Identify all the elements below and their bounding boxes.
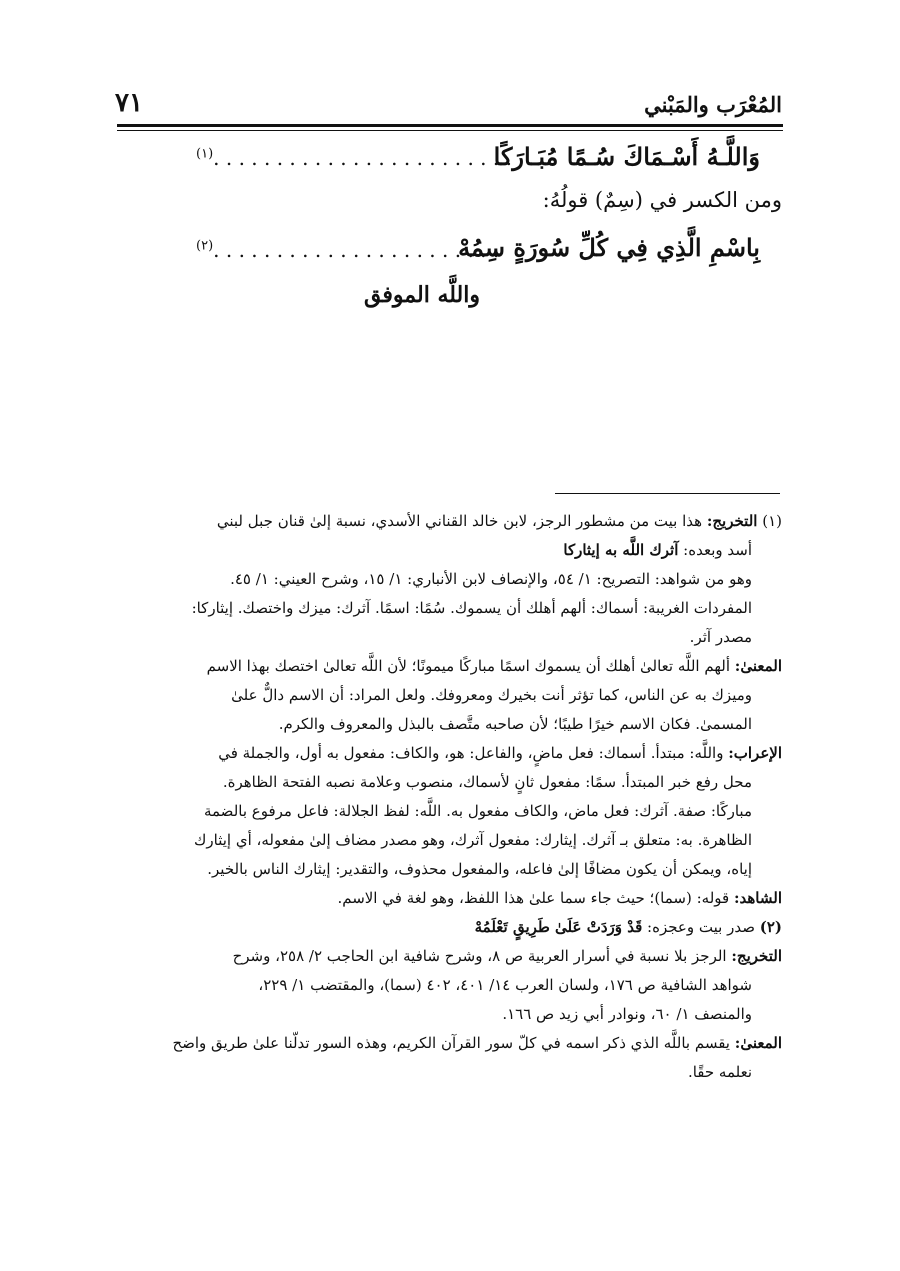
fn1-text-1: هذا بيت من مشطور الرجز، لابن خالد القناني الأسدي، نسبة إلىٰ قنان جبل لبني: [216, 512, 703, 530]
page-number: ٧١: [115, 88, 143, 118]
fn2-text-1: الرجز بلا نسبة في أسرار العربية ص ٨، وشرح شافية ابن الحاجب ٢/ ٢٥٨، وشرح: [232, 947, 727, 965]
fn1-line-4: المفردات الغريبة: أسماك: ألهم أهلك أن يسموك. سُمًا: اسمًا. آثرك: ميزك واختصك. إيثاركا:: [191, 599, 752, 617]
fn2-verse: قَدْ وَرَدَتْ عَلَىٰ طَرِيقٍ تَعْلَمُهْ: [474, 918, 643, 936]
irab-text-1: واللَّه: مبتدأ. أسماك: فعل ماضٍ، والفاعل: هو، والكاف: مفعول به أول، والجملة في: [218, 744, 724, 762]
fn2-line-1: [118, 942, 782, 971]
fn1-text-2b: آثرك اللَّه به إيثاركا: [563, 541, 679, 559]
fn1-label: التخريج:: [706, 512, 758, 530]
fn2-line-head: [118, 913, 782, 942]
fn2-line-2: شواهد الشافية ص ١٧٦، ولسان العرب ١٤/ ٤٠١، ٤٠٢ (سما)، والمقتضب ١/ ٢٢٩،: [258, 976, 752, 994]
fn2-head: صدر بيت وعجزه:: [647, 918, 755, 936]
fn1-text-2a: أسد وبعده:: [683, 541, 752, 559]
irab-line-3: مباركًا: صفة. آثرك: فعل ماض، والكاف مفعول به. اللَّه: لفظ الجلالة: فاعل مرفوع بالضمة: [203, 802, 752, 820]
meaning-line-3: المسمىٰ. فكان الاسم خيرًا طيبًا؛ لأن صاحبه متَّصف بالبذل والمعروف والكرم.: [278, 715, 752, 733]
verse-1-dotline: . . . . . . . . . . . . . . . . . . . . . . . .: [213, 146, 512, 170]
fn1-line-3: وهو من شواهد: التصريح: ١/ ٥٤، والإنصاف لابن الأنباري: ١/ ١٥، وشرح العيني: ١/ ٤٥.: [230, 570, 752, 588]
irab-line-4: الظاهرة. به: متعلق بـ آثرك. إيثارك: مفعول آثرك، وهو مصدر مضاف إلىٰ مفعوله، أي إيثارك: [194, 831, 752, 849]
irab-line-2: محل رفع خبر المبتدأ. سمًا: مفعول ثانٍ لأسماك، منصوب وعلامة نصبه الفتحة الظاهرة.: [222, 773, 752, 791]
irab-line-1: [118, 739, 782, 768]
footnotes: [118, 507, 782, 1087]
fn2-line-3: والمنصف ١/ ٦٠، ونوادر أبي زيد ص ١٦٦.: [502, 1005, 752, 1023]
verse-2-dots: [196, 238, 499, 262]
verse-1: وَاللَّـهُ أَسْـمَاكَ سُـمًا مُبَـارَكًا: [493, 142, 760, 171]
fn2-meaning-line-2: نعلمه حقًا.: [687, 1063, 752, 1081]
fn2-number: (٢): [759, 918, 782, 936]
meaning-label: المعنىٰ:: [734, 657, 782, 675]
footnote-separator: [555, 493, 780, 494]
closing-line: واللَّه الموفق: [364, 282, 480, 308]
running-header-title: المُعْرَب والمَبْني: [644, 92, 782, 117]
fn2-meaning-text-1: يقسم باللَّه الذي ذكر اسمه في كلّ سور القرآن الكريم، وهذه السور تدلّنا علىٰ طريق واضح: [172, 1034, 730, 1052]
shahid-line: [118, 884, 782, 913]
fn2-label: التخريج:: [731, 947, 782, 965]
fn2-meaning-label: المعنىٰ:: [734, 1034, 782, 1052]
header-rule-thin: [117, 130, 783, 131]
fn1-line-2: [118, 536, 782, 565]
intro-line: ومن الكسر في (سِمٌ) قولُهُ:: [542, 188, 782, 212]
fn1-line-1: [118, 507, 782, 536]
meaning-text-1: ألهم اللَّه تعالىٰ أهلك أن يسموك اسمًا مباركًا ميمونًا؛ لأن اللَّه تعالىٰ اختصك بهذا الاسم: [206, 657, 730, 675]
footnote-ref-2: (٢): [196, 238, 214, 254]
shahid-text: قوله: (سما)؛ حيث جاء سما علىٰ هذا اللفظ، وهو لغة في الاسم.: [337, 889, 730, 907]
footnote-ref-1: (١): [196, 146, 214, 162]
irab-line-5: إياه، ويمكن أن يكون مضافًا إلىٰ فاعله، والمفعول محذوف، والتقدير: إيثارك الناس بالخير.: [207, 860, 752, 878]
verse-2-dotline: . . . . . . . . . . . . . . . . . . . . . . .: [213, 238, 500, 262]
fn2-meaning-line-1: [118, 1029, 782, 1058]
fn1-line-5: مصدر آثر.: [689, 628, 752, 646]
header-rule-thick: [117, 124, 783, 127]
meaning-line-2: وميزك به عن الناس، كما تؤثر أنت بخيرك ومعروفك. ولعل المراد: أن الاسم دالٌّ علىٰ: [231, 686, 752, 704]
verse-2: بِاسْمِ الَّذِي فِي كُلِّ سُورَةٍ سِمُهْ: [458, 233, 760, 262]
irab-label: الإعراب:: [728, 744, 782, 762]
meaning-line-1: [118, 652, 782, 681]
verse-1-dots: [196, 146, 512, 170]
shahid-label: الشاهد:: [733, 889, 782, 907]
fn1-number: (١): [762, 512, 782, 530]
